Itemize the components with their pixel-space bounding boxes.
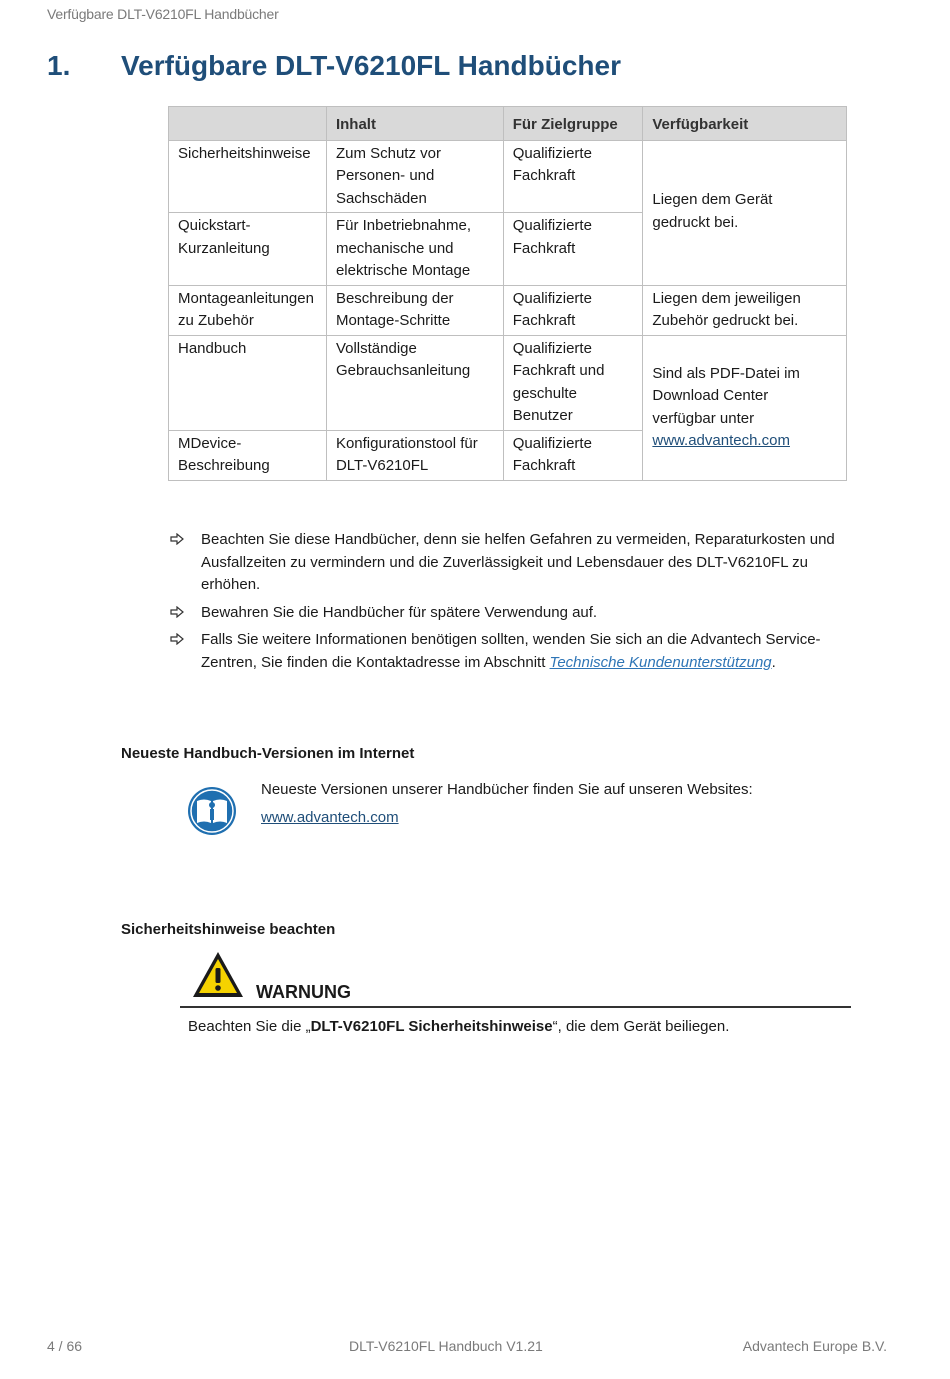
advantech-website-link[interactable]: www.advantech.com	[261, 809, 399, 826]
page-number: 4 / 66	[47, 1338, 83, 1354]
warning-triangle-icon	[191, 950, 245, 1000]
content-cell: Zum Schutz vor Personen- und Sachschäden	[326, 140, 503, 213]
table-row	[169, 140, 847, 213]
section-number: 1.	[47, 50, 71, 81]
content-cell: Beschreibung der Montage-Schritte	[326, 285, 503, 335]
list-item	[170, 529, 870, 597]
safety-section-title: Sicherheitshinweise beachten	[121, 921, 336, 938]
availability-cell: Liegen dem Gerät gedruckt bei.	[643, 140, 847, 285]
warning-label: WARNUNG	[256, 982, 351, 1002]
bullet-text: Beachten Sie diese Handbücher, denn sie helfen Gefahren zu vermeiden, Reparaturkosten und Ausfallzeiten zu vermindern und die Zuverlässigkeit und Lebensdauer des DLT-V6210FL zu erhöhen.	[201, 531, 835, 593]
advantech-link[interactable]: www.advantech.com	[652, 432, 790, 449]
table-row	[169, 285, 847, 335]
manual-name-cell: Sicherheitshinweise	[169, 140, 327, 213]
content-cell: Konfigurationstool für DLT-V6210FL	[326, 430, 503, 480]
table-header-row	[169, 107, 847, 141]
availability-cell: Liegen dem jeweiligen Zubehör gedruckt bei.	[643, 285, 847, 335]
column-header	[169, 107, 327, 141]
support-link[interactable]: Technische Kundenunterstützung	[549, 653, 772, 671]
bullet-list	[170, 529, 870, 679]
company-name: Advantech Europe B.V.	[742, 1338, 887, 1354]
bullet-text: Bewahren Sie die Handbücher für spätere Verwendung auf.	[201, 603, 598, 621]
audience-cell: Qualifizierte Fachkraft	[503, 213, 643, 286]
audience-cell: Qualifizierte Fachkraft und geschulte Benutzer	[503, 335, 643, 430]
info-text-block	[261, 776, 753, 832]
column-header: Verfügbarkeit	[643, 107, 847, 141]
info-text: Neueste Versionen unserer Handbücher finden Sie auf unseren Websites:	[261, 781, 753, 798]
arrow-right-icon	[170, 629, 201, 674]
manual-name-cell: Montageanleitungen zu Zubehör	[169, 285, 327, 335]
document-version: DLT-V6210FL Handbuch V1.21	[349, 1338, 543, 1354]
audience-cell: Qualifizierte Fachkraft	[503, 285, 643, 335]
availability-cell: Sind als PDF-Datei im Download Center verfügbar unter www.advantech.com	[643, 335, 847, 480]
bullet-text: Falls Sie weitere Informationen benötigen sollten, wenden Sie sich an die Advantech Service-Zentren, Sie finden die Kontaktadresse im Abschnitt Technische Kundenunterstützung.	[201, 631, 821, 671]
manuals-table	[168, 106, 847, 481]
manual-name-cell: MDevice- Beschreibung	[169, 430, 327, 480]
content-cell: Vollständige Gebrauchsanleitung	[326, 335, 503, 430]
internet-section-title: Neueste Handbuch-Versionen im Internet	[121, 745, 415, 762]
section-title: Verfügbare DLT-V6210FL Handbücher	[121, 50, 621, 81]
arrow-right-icon	[170, 529, 201, 597]
divider	[180, 1006, 851, 1008]
warning-text: Beachten Sie die „DLT-V6210FL Sicherheitshinweise“, die dem Gerät beiliegen.	[188, 1018, 730, 1035]
table-row	[169, 335, 847, 430]
column-header: Inhalt	[326, 107, 503, 141]
list-item	[170, 629, 870, 674]
manual-info-icon	[187, 786, 237, 836]
manual-name-cell: Quickstart- Kurzanleitung	[169, 213, 327, 286]
audience-cell: Qualifizierte Fachkraft	[503, 430, 643, 480]
column-header: Für Zielgruppe	[503, 107, 643, 141]
content-cell: Für Inbetriebnahme, mechanische und elektrische Montage	[326, 213, 503, 286]
manual-name-cell: Handbuch	[169, 335, 327, 430]
audience-cell: Qualifizierte Fachkraft	[503, 140, 643, 213]
info-block	[187, 776, 827, 846]
page-title	[47, 50, 621, 82]
running-header: Verfügbare DLT-V6210FL Handbücher	[47, 6, 279, 22]
list-item	[170, 602, 870, 625]
arrow-right-icon	[170, 602, 201, 625]
